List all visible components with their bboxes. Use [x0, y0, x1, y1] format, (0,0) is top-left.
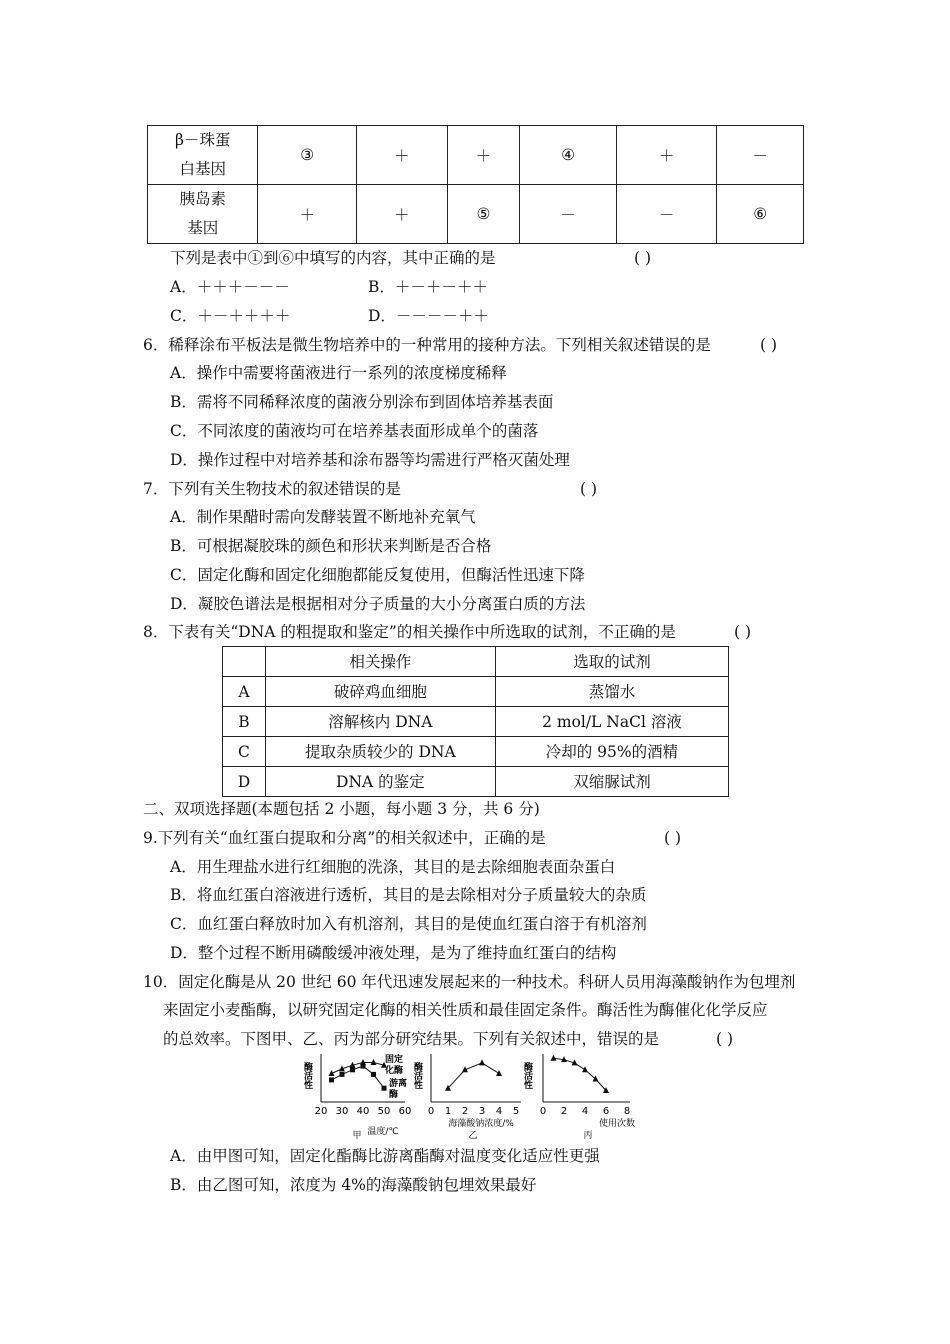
svg-text:酶活性: 酶活性	[302, 1062, 312, 1089]
x-axis-label: 温度/℃	[367, 1127, 399, 1137]
answer-paren: ( )	[580, 480, 598, 498]
data-point	[350, 1067, 355, 1072]
table-header: 选取的试剂	[495, 647, 728, 677]
table-cell: 破碎鸡血细胞	[265, 677, 495, 707]
tick-label: 5	[512, 1106, 520, 1117]
table-cell: 双缩脲试剂	[495, 767, 728, 797]
tick-label: 0	[539, 1106, 547, 1117]
legend-text: 酶	[389, 1090, 399, 1100]
series-line	[554, 1058, 607, 1090]
table-cell: 提取杂质较少的 DNA	[265, 737, 495, 767]
answer-paren: ( )	[734, 623, 752, 641]
option-a: A．制作果醋时需向发酵装置不断地补充氧气	[170, 508, 476, 526]
option-c: C．血红蛋白释放时加入有机溶剂，其目的是使血红蛋白溶于有机溶剂	[170, 915, 647, 933]
tick-label: 20	[314, 1106, 328, 1117]
tick-label: 2	[461, 1106, 469, 1117]
option-c: C．不同浓度的菌液均可在培养基表面形成单个的菌落	[170, 422, 539, 440]
table-row	[148, 185, 804, 244]
option-b: B．需将不同稀释浓度的菌液分别涂布到固体培养基表面	[170, 393, 554, 411]
data-point	[361, 1064, 366, 1069]
x-axis-label: 使用次数	[598, 1119, 636, 1129]
table-cell: ⑤	[447, 185, 520, 244]
table-cell: ＋	[447, 126, 520, 185]
table-row	[223, 767, 729, 797]
x-axis-label: 海藻酸钠浓度/%	[448, 1119, 514, 1129]
y-axis-label: 酶活性	[412, 1062, 422, 1089]
data-point	[582, 1066, 588, 1072]
table-cell: A	[223, 677, 266, 707]
table-cell: －	[717, 126, 804, 185]
y-axis-label: 酶活性	[522, 1062, 532, 1089]
legend-text: 固定	[385, 1055, 404, 1065]
data-point	[340, 1072, 345, 1077]
table-cell: ＋	[357, 185, 448, 244]
option-a: A．由甲图可知，固定化酯酶比游离酯酶对温度变化适应性更强	[170, 1147, 600, 1165]
table-cell: DNA 的鉴定	[265, 767, 495, 797]
data-point	[551, 1055, 557, 1061]
table-cell: ⑥	[717, 185, 804, 244]
series-line	[332, 1066, 385, 1088]
tick-label: 8	[623, 1106, 631, 1117]
table-row	[223, 737, 729, 767]
table-cell: －	[616, 185, 717, 244]
tick-label: 2	[560, 1106, 568, 1117]
data-point	[479, 1059, 485, 1065]
option-d: D．整个过程不断用磷酸缓冲液处理，是为了维持血红蛋白的结构	[170, 944, 617, 962]
chart-title: 丙	[583, 1131, 593, 1141]
data-point	[382, 1086, 387, 1091]
enzyme-activity-figures	[302, 1050, 650, 1141]
chart-yi	[412, 1054, 521, 1141]
data-point	[371, 1072, 376, 1077]
tick-label: 30	[335, 1106, 349, 1117]
table-header: 相关操作	[265, 647, 495, 677]
table-cell: D	[223, 767, 266, 797]
option-b: B．由乙图可知，浓度为 4%的海藻酸钠包埋效果最好	[170, 1176, 537, 1194]
legend-text: 化酶	[385, 1066, 404, 1076]
option-a: A．用生理盐水进行红细胞的洗涤，其目的是去除细胞表面杂蛋白	[170, 858, 616, 876]
table-cell: ＋	[258, 185, 357, 244]
data-point	[593, 1076, 599, 1082]
option-d: D．－－－－＋＋	[368, 307, 489, 325]
table-cell: 蒸馏水	[495, 677, 728, 707]
question-stem: 7．下列有关生物技术的叙述错误的是	[143, 480, 401, 498]
question-stem: 来固定小麦酯酶，以研究固定化酶的相关性质和最佳固定条件。酶活性为酶催化化学反应	[163, 1001, 768, 1019]
tick-label: 40	[356, 1106, 370, 1117]
table-cell: ④	[520, 126, 617, 185]
answer-paren: ( )	[716, 1030, 734, 1048]
question-stem: 下列是表中①到⑥中填写的内容，其中正确的是	[170, 249, 496, 267]
table-row	[223, 707, 729, 737]
data-point	[329, 1077, 334, 1082]
question-stem: 9.下列有关“血红蛋白提取和分离”的相关叙述中，正确的是	[143, 829, 546, 847]
table-cell: ③	[258, 126, 357, 185]
gene-table	[147, 125, 804, 244]
table-cell: ＋	[357, 126, 448, 185]
question-stem: 的总效率。下图甲、乙、丙为部分研究结果。下列有关叙述中，错误的是	[163, 1030, 660, 1048]
option-d: D．凝胶色谱法是根据相对分子质量的大小分离蛋白质的方法	[170, 595, 586, 613]
option-c: C．＋－＋＋＋＋	[170, 307, 291, 325]
option-c: C．固定化酶和固定化细胞都能反复使用，但酶活性迅速下降	[170, 566, 585, 584]
tick-label: 6	[602, 1106, 610, 1117]
row-header: 胰岛素 基因	[148, 185, 258, 244]
legend-text: 游离	[389, 1079, 408, 1089]
data-point	[496, 1070, 502, 1076]
tick-label: 4	[495, 1106, 503, 1117]
data-point	[371, 1059, 377, 1065]
reagent-table	[222, 646, 729, 797]
option-b: B．将血红蛋白溶液进行透析，其目的是去除相对分子质量较大的杂质	[170, 886, 647, 904]
answer-paren: ( )	[760, 336, 778, 354]
answer-paren: ( )	[634, 249, 652, 267]
legend	[384, 1053, 407, 1100]
tick-label: 3	[478, 1106, 486, 1117]
tick-label: 60	[398, 1106, 412, 1117]
table-cell: 2 mol/L NaCl 溶液	[495, 707, 728, 737]
table-header	[223, 647, 266, 677]
table-row	[223, 677, 729, 707]
chart-jia	[302, 1053, 411, 1141]
question-stem: 6．稀释涂布平板法是微生物培养中的一种常用的接种方法。下列相关叙述错误的是	[143, 336, 711, 354]
chart-bing	[522, 1054, 635, 1141]
table-row	[148, 126, 804, 185]
chart-title: 乙	[468, 1131, 478, 1141]
row-header: β－珠蛋 白基因	[148, 126, 258, 185]
series-line	[448, 1063, 499, 1088]
table-cell: 溶解核内 DNA	[265, 707, 495, 737]
chart-title: 甲	[352, 1131, 362, 1141]
table-cell: C	[223, 737, 266, 767]
y-axis-label	[302, 1061, 314, 1090]
question-stem: 8．下表有关“DNA 的粗提取和鉴定”的相关操作中所选取的试剂，不正确的是	[143, 623, 676, 641]
table-cell: 冷却的 95%的酒精	[495, 737, 728, 767]
table-cell: －	[520, 185, 617, 244]
tick-label: 1	[444, 1106, 452, 1117]
question-stem: 10．固定化酶是从 20 世纪 60 年代迅速发展起来的一种技术。科研人员用海藻酸钠作为包埋剂	[143, 973, 796, 991]
option-b: B．＋－＋－＋＋	[368, 278, 488, 296]
option-d: D．操作过程中对培养基和涂布器等均需进行严格灭菌处理	[170, 451, 570, 469]
table-cell: ＋	[616, 126, 717, 185]
table-cell: B	[223, 707, 266, 737]
table-header-row	[223, 647, 729, 677]
option-b: B．可根据凝胶珠的颜色和形状来判断是否合格	[170, 537, 492, 555]
answer-paren: ( )	[664, 829, 682, 847]
section-heading: 二、双项选择题(本题包括 2 小题，每小题 3 分，共 6 分)	[143, 800, 540, 818]
tick-label: 4	[581, 1106, 589, 1117]
option-a: A．操作中需要将菌液进行一系列的浓度梯度稀释	[170, 364, 507, 382]
tick-label: 0	[427, 1106, 435, 1117]
option-a: A．＋＋＋－－－	[170, 278, 290, 296]
tick-label: 50	[377, 1106, 391, 1117]
